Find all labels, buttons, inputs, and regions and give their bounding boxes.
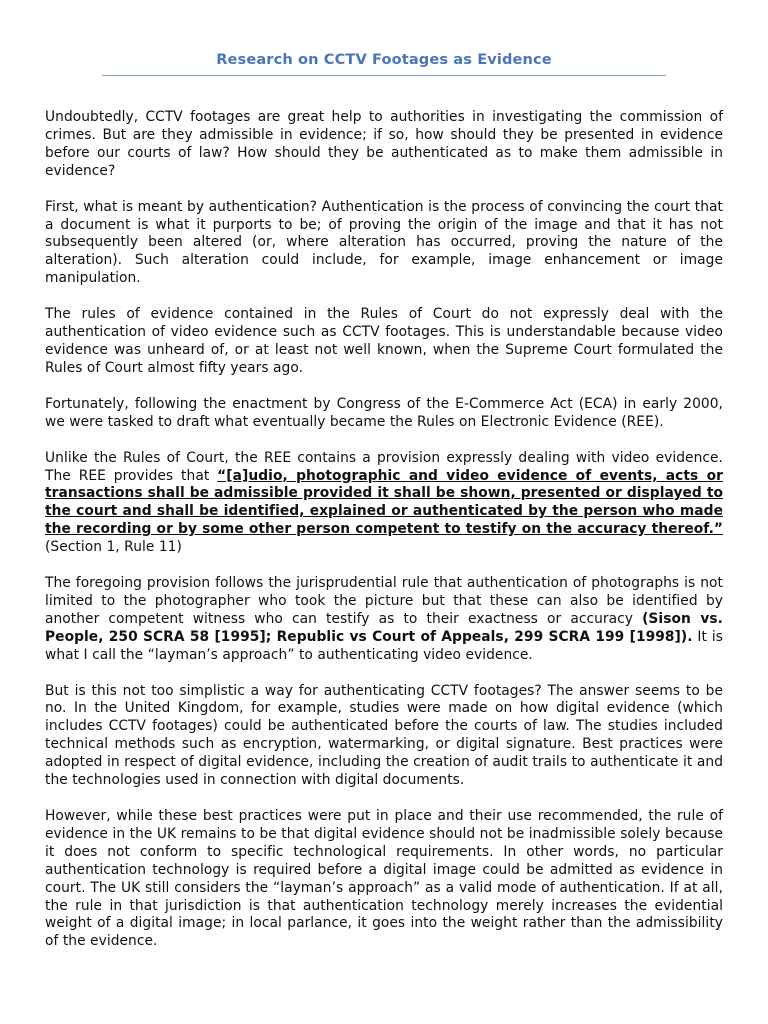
paragraph-uk-studies: But is this not too simplistic a way for authenticating CCTV footages? The answer seems to be no. In the United Kingdom, for example, studies were made on how digital evidence (which includes CCTV footages) could be authenticated before the courts of law. The studies included technical methods such as encryption, watermarking, or digital signature. Best practices were adopted in respect of digital evidence, including the creation of audit trails to authenticate it and the technologies used in connection with digital documents. [45,682,723,789]
ree-provision-intro: Unlike the Rules of Court, the REE contains a provision expressly dealing with video evidence. The REE provides that [45,449,723,484]
paragraph-authentication-definition: First, what is meant by authentication? Authentication is the process of convincing the court that a document is what it purports to be; of proving the origin of the image and that it has not subsequently been altered (or, where alteration has occurred, proving the nature of the alteration). Such alteration could include, for example, image enhancement or image manipulation. [45,198,723,287]
laymans-approach-text: It is what I call the “layman’s approach” to authenticating video evidence. [45,628,723,663]
paragraph-ree-provision [45,450,723,557]
paragraph-rules-of-court: The rules of evidence contained in the Rules of Court do not expressly deal with the authentication of video evidence such as CCTV footages. This is understandable because video evidence was unheard of, or at least not well known, when the Supreme Court formulated the Rules of Court almost fifty years ago. [45,306,723,376]
document-title: Research on CCTV Footages as Evidence [216,51,552,68]
case-citations: (Sison vs. People, 250 SCRA 58 [1995]; Republic vs Court of Appeals, 299 SCRA 199 [1998]). [45,610,723,645]
ree-provision-citation: (Section 1, Rule 11) [45,539,182,556]
ree-provision-quote: “[a]udio, photographic and video evidence of events, acts or transactions shall be admissible provided it shall be shown, presented or displayed to the court and shall be identified, explained or authenticated by the person who made the recording or by some other person competent to testify on the accuracy thereof.” [45,467,723,538]
paragraph-eca-ree: Fortunately, following the enactment by Congress of the E-Commerce Act (ECA) in early 2000, we were tasked to draft what eventually became the Rules on Electronic Evidence (REE). [45,395,723,430]
paragraph-uk-rule: However, while these best practices were put in place and their use recommended, the rule of evidence in the UK remains to be that digital evidence should not be inadmissible solely because it does not conform to specific technological requirements. In other words, no particular authentication technology is required before a digital image could be admitted as evidence in court. The UK still considers the “layman’s approach” as a valid mode of authentication. If at all, the rule in that jurisdiction is that authentication technology merely increases the evidential weight of a digital image; in local parlance, it goes into the weight rather than the admissibility of the evidence. [45,808,723,950]
paragraph-intro: Undoubtedly, CCTV footages are great help to authorities in investigating the commission of crimes. But are they admissible in evidence; if so, how should they be presented in evidence before our courts of law? How should they be authenticated as to make them admissible in evidence? [45,109,723,179]
document-body [45,109,723,951]
paragraph-jurisprudential-rule [45,575,723,665]
title-underline-rule [102,75,666,76]
jurisprudence-intro: The foregoing provision follows the jurisprudential rule that authentication of photographs is not limited to the photographer who took the picture but that these can also be identified by another competent witness who can testify as to their exactness or accuracy [45,575,723,627]
